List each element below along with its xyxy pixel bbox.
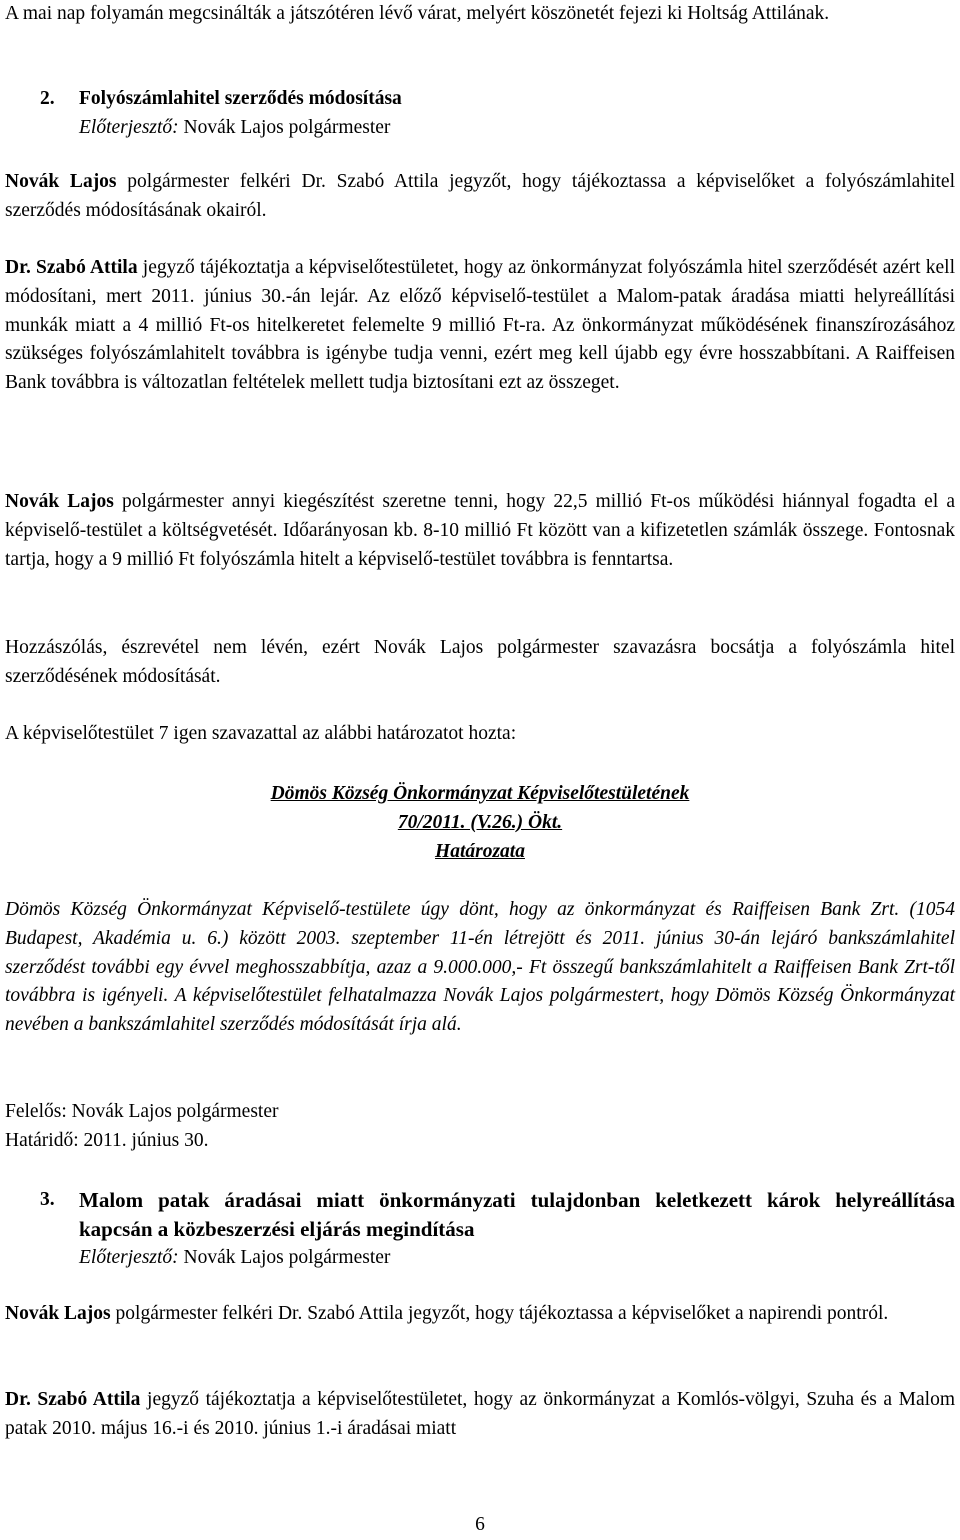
page-number: 6 <box>475 1514 485 1535</box>
paragraph-text: jegyző tájékoztatja a képviselőtestületet, hogy az önkormányzat folyószámla hitel szerződését azért kell módosítani, mert 2011. június 30.-án lejár. Az előző képviselő-testület a Malom-patak áradása miatti helyreállítási munkák miatt a 4 millió Ft-os hitelkeretet felemelte 9 millió Ft-ra. Az önkormányzat működésének finanszírozásához szükséges folyószámlahitelt továbbra is igénybe tudja venni, ezért meg kell újabb egy évre hosszabbítani. A Raiffeisen Bank továbbra is változatlan feltételek mellett tudja biztosítani ezt az összeget. <box>5 257 956 394</box>
resolution-number: 70/2011. (V.26.) Ökt. <box>397 811 563 833</box>
paragraph-text: jegyző tájékoztatja a képviselőtestületet, hogy az önkormányzat a Komlós-völgyi, Szuha és a Malom patak 2010. május 16.-i és 2010. június 1.-i áradásai miatt <box>5 1389 955 1439</box>
paragraph-text: Hozzászólás, észrevétel nem lévén, ezért Novák Lajos polgármester szavazásra bocsátja a folyószámla hitel szerződésének módosítását. <box>5 637 955 687</box>
speaker-name: Novák Lajos <box>5 491 114 512</box>
presenter-name: Novák Lajos polgármester <box>178 1246 391 1268</box>
presenter-label: Előterjesztő: <box>79 1246 179 1268</box>
paragraph-5 <box>5 720 955 749</box>
resolution-footer <box>5 1098 955 1156</box>
agenda-item-3 <box>5 1186 955 1274</box>
speaker-name: Novák Lajos <box>5 1303 111 1324</box>
deadline-line: Határidő: 2011. június 30. <box>5 1129 209 1151</box>
paragraph-1 <box>5 168 955 226</box>
resolution-title: Dömös Község Önkormányzat Képviselőtestületének <box>270 783 690 804</box>
paragraph-text: polgármester felkéri Dr. Szabó Attila jegyzőt, hogy tájékoztassa a képviselőket a napirendi pontról. <box>110 1303 889 1324</box>
agenda-item-number: 3. <box>40 1189 55 1210</box>
speaker-name: Dr. Szabó Attila <box>5 1389 141 1410</box>
speaker-name: Novák Lajos <box>5 171 117 192</box>
paragraph-6 <box>5 1300 955 1329</box>
presenter-line <box>79 1244 955 1273</box>
agenda-item-title: Folyószámlahitel szerződés módosítása <box>79 88 402 109</box>
intro-paragraph <box>5 0 955 29</box>
speaker-name: Dr. Szabó Attila <box>5 257 138 278</box>
presenter-line <box>79 114 955 143</box>
paragraph-text: polgármester annyi kiegészítést szeretne tenni, hogy 22,5 millió Ft-os működési hiánnyal fogadta el a képviselő-testület a költségvetését. Időarányosan kb. 8-10 millió Ft között van a kifizetetlen számlák összege. Fontosnak tartja, hogy a 9 millió Ft folyószámla hitelt a képviselő-testület továbbra is fenntartsa. <box>5 491 955 570</box>
resolution-subtitle: Határozata <box>435 840 525 862</box>
resolution-heading <box>5 780 955 866</box>
paragraph-4 <box>5 634 955 692</box>
resolution-text: Dömös Község Önkormányzat Képviselő-testülete úgy dönt, hogy az önkormányzat és Raiffeisen Bank Zrt. (1054 Budapest, Akadémia u. 6.) között 2003. szeptember 11-én létrejött és 2011. június 30-án lejáró bankszámlahitel szerződést további egy évvel meghosszabbítja, azaz a 9.000.000,- Ft összegű bankszámlahitelt a Raiffeisen Bank Zrt-től továbbra is igényeli. A képviselőtestület felhatalmazza Novák Lajos polgármestert, hogy Dömös Község Önkormányzat nevében a bankszámlahitel szerződés módosítását írja alá. <box>5 899 955 1036</box>
agenda-item-title: Malom patak áradásai miatt önkormányzati tulajdonban keletkezett károk helyreállítása kapcsán a közbeszerzési eljárás megindítása <box>79 1188 955 1241</box>
presenter-label: Előterjesztő: <box>79 116 179 138</box>
paragraph-2 <box>5 254 955 398</box>
resolution-body <box>5 896 955 1040</box>
responsible-line: Felelős: Novák Lajos polgármester <box>5 1101 279 1122</box>
paragraph-text: polgármester felkéri Dr. Szabó Attila jegyzőt, hogy tájékoztassa a képviselőket a folyószámlahitel szerződés módosításának okairól. <box>5 171 955 221</box>
paragraph-3 <box>5 488 955 574</box>
paragraph-7 <box>5 1386 955 1444</box>
intro-text: A mai nap folyamán megcsinálták a játszótéren lévő várat, melyért köszönetét fejezi ki Holtság Attilának. <box>5 3 830 24</box>
presenter-name: Novák Lajos polgármester <box>178 116 391 138</box>
paragraph-text: A képviselőtestület 7 igen szavazattal az alábbi határozatot hozta: <box>5 723 517 744</box>
agenda-item-number: 2. <box>40 88 55 109</box>
agenda-item-2 <box>5 85 955 143</box>
